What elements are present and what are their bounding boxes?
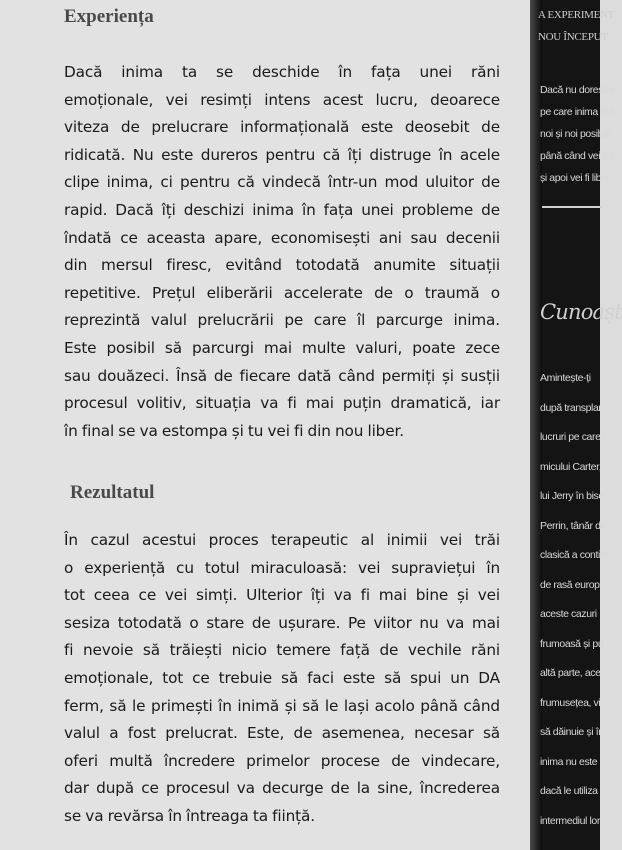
right-body-line: altă parte, ace xyxy=(540,667,601,679)
text-line: din mersul firesc, evitând totodată anumite situații xyxy=(64,256,500,275)
text-line: fi nevoie să trăiești nicio temere față de vechile răni xyxy=(64,641,500,660)
right-header-line: NOU ÎNCEPUT xyxy=(538,31,608,43)
right-body-line: aceste cazuri xyxy=(540,608,597,620)
right-body-line: inima nu este xyxy=(540,755,598,768)
right-body-line: Amintește-ți xyxy=(540,372,591,384)
right-body-line: frumoasă și pu xyxy=(540,637,604,650)
text-line: emoționale, vei resimți intens acest lucru, deoarece xyxy=(64,90,500,109)
text-line: sesiza totodată o stare de ușurare. Pe viitor nu va mai xyxy=(64,613,500,632)
text-line: procesul volitiv, situația va fi mai puțin dramatică, iar xyxy=(64,394,500,413)
text-line: viteza de prelucrare informațională este deosebit de xyxy=(64,118,500,137)
text-line: reprezintă valul prelucrării pe care îl parcurge inima. xyxy=(64,311,500,330)
right-body-line: lui Jerry în bise xyxy=(540,490,604,502)
right-page-script-heading: Cunoașt xyxy=(540,300,622,324)
right-body-line: frumusețea, vi xyxy=(540,696,601,709)
text-line: clipe inima, ci pentru că vindecă într-un mod uluitor de xyxy=(64,173,500,192)
paragraph-experienta xyxy=(64,59,500,445)
text-line: în final se va estompa și tu vei fi din nou liber. xyxy=(64,421,404,440)
section-heading-rezultatul: Rezultatul xyxy=(70,482,155,503)
text-line: tot ceea ce vei simți. Ulterior îți va fi mai bine și vei xyxy=(64,586,500,605)
right-body-line: Perrin, tânăr de xyxy=(540,519,606,532)
right-body-line: clasică a contin xyxy=(540,549,606,561)
text-line: emoționale, tot ce trebuie să faci este să spui un DA xyxy=(64,668,500,687)
right-body-line: de rasă europ xyxy=(540,578,600,591)
right-box-line: până când vei fi c xyxy=(540,150,615,162)
right-box-line: noi și noi posibilit xyxy=(540,128,612,140)
right-box-line: pe care inima le s xyxy=(540,106,616,118)
text-line: În cazul acestui proces terapeutic al inimii vei trăi xyxy=(64,531,500,549)
right-body-line: lucruri pe care l xyxy=(540,431,605,443)
right-body-line: după transplan xyxy=(540,401,604,414)
right-page-divider xyxy=(542,206,602,208)
right-body-line: intermediul lor xyxy=(540,814,600,827)
paragraph-rezultatul xyxy=(64,527,500,831)
text-line: oferi multă încredere primelor procese de vindecare, xyxy=(64,751,500,770)
text-line: repetitive. Prețul eliberării accelerate de o traumă o xyxy=(64,283,500,302)
text-line: dar după ce procesul va decurge de la sine, încrederea xyxy=(64,779,500,798)
right-body-line: să dăinuie și în xyxy=(540,726,604,738)
text-line: ridicată. Nu este dureros pentru că îți distruge în acele xyxy=(64,145,500,164)
text-line: Este posibil să parcurgi mai multe valuri, poate zece xyxy=(64,338,500,357)
section-heading-experienta: Experiența xyxy=(64,6,154,27)
text-line: o experiență cu totul miraculoasă: vei supraviețui în xyxy=(64,558,500,577)
text-line: se va revărsa în întreaga ta ființă. xyxy=(64,806,315,825)
right-box-line: și apoi vei fi liber xyxy=(540,172,610,184)
text-line: rapid. Dacă îți deschizi inima în fața unei probleme de xyxy=(64,200,500,219)
text-line: sau douăzeci. Însă de fiecare dată când permiți și susții xyxy=(64,366,500,385)
right-book-page xyxy=(530,0,622,850)
text-line: ferm, să le primești în inimă și să le lași acolo până când xyxy=(64,696,500,715)
text-line: îndată ce aceasta apare, economisești ani sau decenii xyxy=(64,228,500,247)
text-line: valul a fost prelucrat. Este, de asemenea, necesar să xyxy=(64,724,500,743)
right-header-line: A EXPERIMENT xyxy=(538,9,615,21)
right-body-line: micului Carter, xyxy=(540,460,602,473)
right-box-line: Dacă nu dorești s xyxy=(540,84,615,96)
text-line: Dacă inima ta se deschide în fața unei răni xyxy=(64,63,500,81)
right-body-line: dacă le utiliza xyxy=(540,785,598,797)
